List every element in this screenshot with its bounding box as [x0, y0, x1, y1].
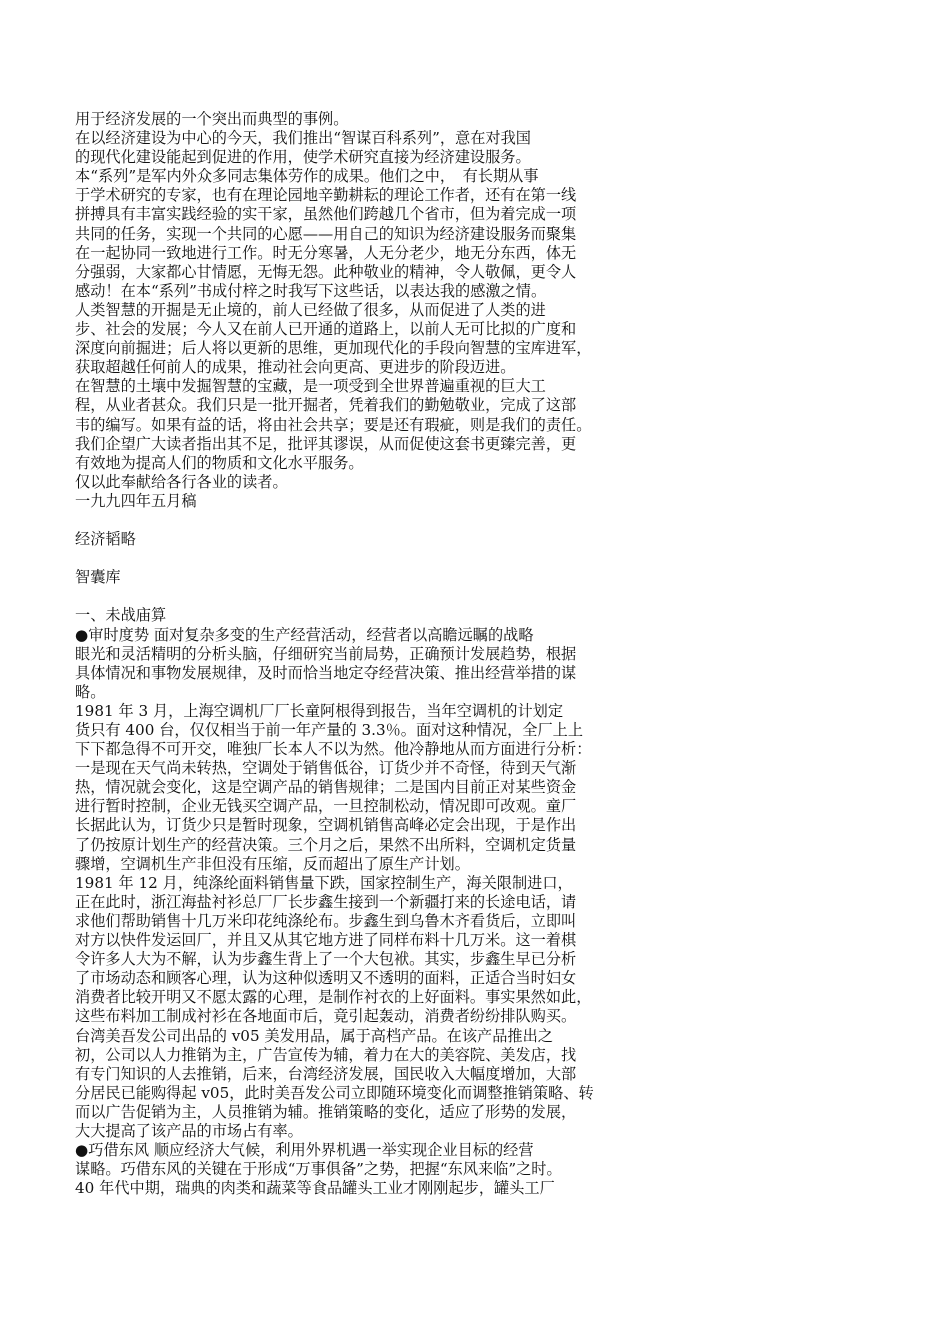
text-line: 拼搏具有丰富实践经验的实干家，虽然他们跨越几个省市，但为着完成一项 [75, 205, 577, 224]
text-line: 下下都急得不可开交，唯独厂长本人不以为然。他冷静地从而方面进行分析： [75, 740, 592, 759]
text-line: 仅以此奉献给各行各业的读者。 [75, 472, 288, 491]
text-line: 在一起协同一致地进行工作。时无分寒暑，人无分老少，地无分东西，体无 [75, 243, 577, 262]
text-line: 谋略。巧借东风的关键在于形成“万事俱备”之势，把握“东风来临”之时。 [75, 1160, 562, 1179]
text-line: 台湾美吾发公司出品的 v05 美发用品，属于高档产品。在该产品推出之 [75, 1026, 553, 1045]
text-line: 消费者比较开明又不愿太露的心理，是制作衬衣的上好面料。事实果然如此， [75, 988, 592, 1007]
text-line: 对方以快件发运回厂，并且又从其它地方进了同样布料十几万米。这一着棋 [75, 931, 577, 950]
text-line: 的现代化建设能起到促进的作用，使学术研究直接为经济建设服务。 [75, 148, 531, 167]
text-line: 程，从业者甚众。我们只是一批开掘者，凭着我们的勤勉敬业，完成了这部 [75, 396, 577, 415]
blank-line [75, 587, 645, 606]
text-line: 了仍按原计划生产的经营决策。三个月之后，果然不出所料，空调机定货量 [75, 835, 577, 854]
text-line: 具体情况和事物发展规律，及时而恰当地定夺经营决策、推出经营举措的谋 [75, 663, 577, 682]
text-line: 略。 [75, 682, 106, 701]
series-title: 智囊库 [75, 568, 121, 587]
text-line: 了市场动态和顾客心理，认为这种似透明又不透明的面料，正适合当时妇女 [75, 969, 577, 988]
text-line: 这些布料加工制成衬衫在各地面市后，竟引起轰动，消费者纷纷排队购买。 [75, 1007, 577, 1026]
text-line: 求他们帮助销售十几万米印花纯涤纶布。步鑫生到乌鲁木齐看货后，立即叫 [75, 911, 577, 930]
text-line: 分居民已能购得起 v05，此时美吾发公司立即随环境变化而调整推销策略、转 [75, 1083, 594, 1102]
text-line: 正在此时，浙江海盐衬衫总厂厂长步鑫生接到一个新疆打来的长途电话，请 [75, 892, 577, 911]
text-line: 我们企望广大读者指出其不足，批评其谬误，从而促使这套书更臻完善，更 [75, 434, 577, 453]
text-line: 在智慧的土壤中发掘智慧的宝藏，是一项受到全世界普遍重视的巨大工 [75, 377, 546, 396]
text-line: 用于经济发展的一个突出而典型的事例。 [75, 110, 349, 128]
text-line: 初，公司以人力推销为主，广告宣传为辅，着力在大的美容院、美发店，找 [75, 1045, 577, 1064]
text-line: 有效地为提高人们的物质和文化水平服务。 [75, 453, 364, 472]
text-line: ●巧借东风 顺应经济大气候，利用外界机遇一举实现企业目标的经营 [75, 1141, 534, 1160]
text-line: 1981 年 3 月，上海空调机厂厂长童阿根得到报告，当年空调机的计划定 [75, 701, 564, 720]
blank-line [75, 511, 645, 530]
text-line: 共同的任务，实现一个共同的心愿——用自己的知识为经济建设服务而聚集 [75, 224, 577, 243]
blank-line [75, 549, 645, 568]
text-line: 令许多人大为不解，认为步鑫生背上了一个大包袱。其实，步鑫生早已分析 [75, 950, 577, 969]
text-line: 获取超越任何前人的成果，推动社会向更高、更进步的阶段迈进。 [75, 358, 516, 377]
text-line: 深度向前掘进；后人将以更新的思维，更加现代化的手段向智慧的宝库进军， [75, 339, 592, 358]
text-line: 长据此认为，订货少只是暂时现象，空调机销售高峰必定会出现，于是作出 [75, 816, 577, 835]
text-line: 人类智慧的开掘是无止境的，前人已经做了很多，从而促进了人类的进 [75, 300, 546, 319]
text-line: 热，情况就会变化，这是空调产品的销售规律；二是国内目前正对某些资金 [75, 778, 577, 797]
text-line: 于学术研究的专家，也有在理论园地辛勤耕耘的理论工作者，还有在第一线 [75, 186, 577, 205]
text-line: 感动！在本“系列”书成付梓之时我写下这些话，以表达我的感激之情。 [75, 281, 547, 300]
text-line: 有专门知识的人去推销，后来，台湾经济发展，国民收入大幅度增加，大部 [75, 1064, 577, 1083]
book-title: 经济韬略 [75, 530, 136, 549]
text-line: 一是现在天气尚未转热，空调处于销售低谷，订货少并不奇怪，待到天气渐 [75, 759, 577, 778]
text-line: 货只有 400 台，仅仅相当于前一年产量的 3.3％。面对这种情况，全厂上上 [75, 721, 584, 739]
text-line: ●审时度势 面对复杂多变的生产经营活动，经营者以高瞻远瞩的战略 [75, 625, 534, 644]
text-line: 眼光和灵活精明的分析头脑，仔细研究当前局势，正确预计发展趋势，根据 [75, 644, 577, 663]
text-line: 大大提高了该产品的市场占有率。 [75, 1121, 303, 1140]
text-line: 在以经济建设为中心的今天，我们推出“智谋百科系列”，意在对我国 [75, 129, 531, 148]
text-line: 而以广告促销为主，人员推销为辅。推销策略的变化，适应了形势的发展， [75, 1102, 577, 1121]
text-line: 分强弱，大家都心甘情愿，无悔无怨。此种敬业的精神，令人敬佩，更令人 [75, 262, 577, 281]
chapter-heading: 一、未战庙算 [75, 606, 167, 625]
text-line: 进行暂时控制，企业无钱买空调产品，一旦控制松动，情况即可改观。童厂 [75, 797, 577, 816]
document-page [75, 110, 645, 1198]
preface-date: 一九九四年五月稿 [75, 491, 197, 510]
preface-section [75, 110, 645, 511]
text-line: 40 年代中期，瑞典的肉类和蔬菜等食品罐头工业才刚刚起步，罐头工厂 [75, 1179, 555, 1198]
text-line: 骤增，空调机生产非但没有压缩，反而超出了原生产计划。 [75, 854, 470, 873]
text-line: 韦的编写。如果有益的话，将由社会共享；要是还有瑕疵，则是我们的责任。 [75, 415, 592, 434]
text-line: 步、社会的发展；今人又在前人已开通的道路上，以前人无可比拟的广度和 [75, 320, 577, 339]
text-line: 1981 年 12 月，纯涤纶面料销售量下跌，国家控制生产，海关限制进口， [75, 873, 573, 892]
text-line: 本“系列”是军内外众多同志集体劳作的成果。他们之中， 有长期从事 [75, 167, 539, 186]
chapter-section [75, 606, 645, 1198]
